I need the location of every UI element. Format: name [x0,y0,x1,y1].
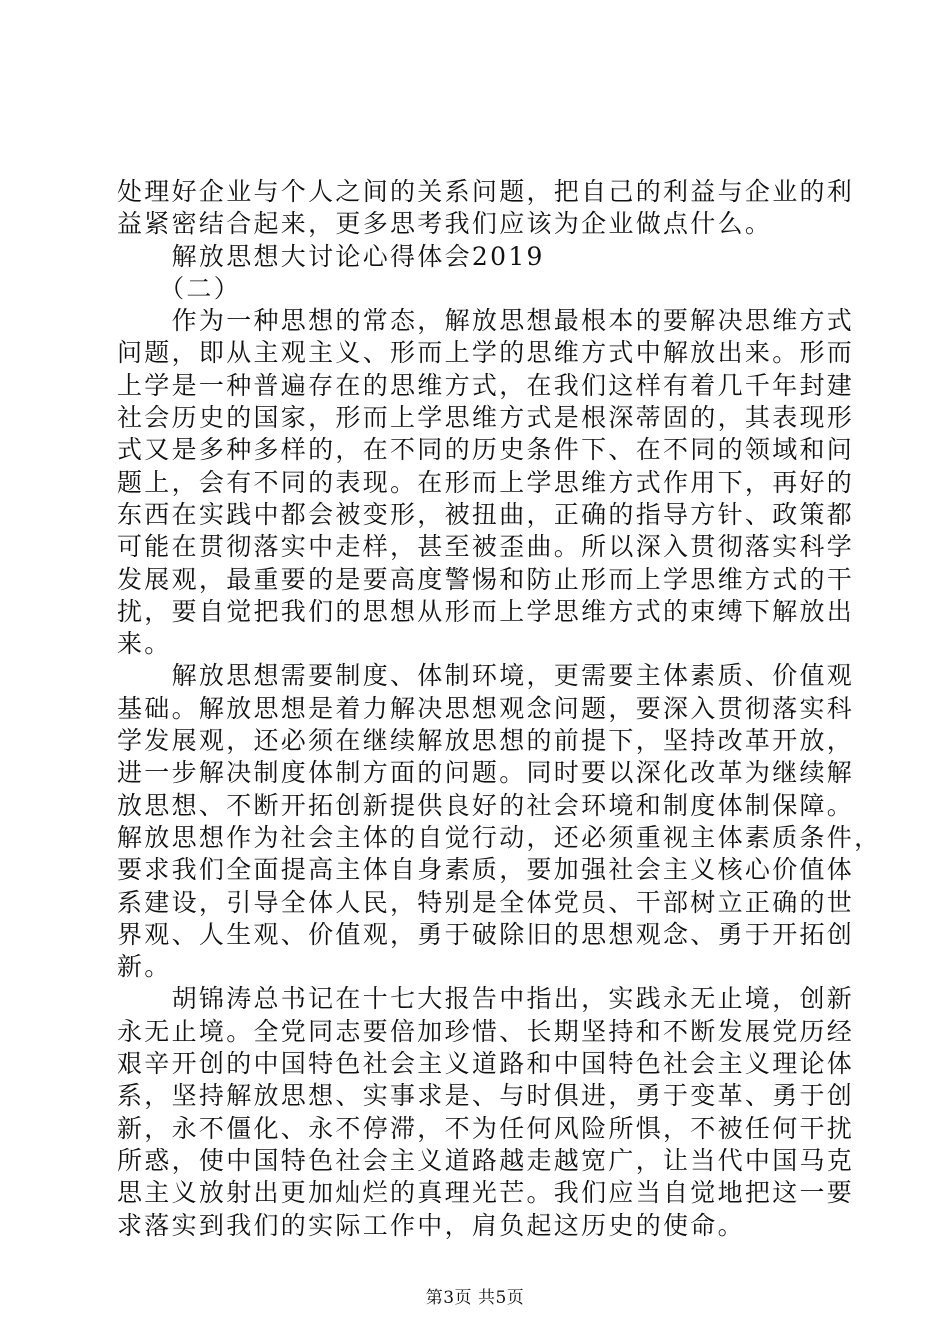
section-subtitle: （二） [117,273,242,303]
text-line: 可能在贯彻落实中走样，甚至被歪曲。所以深入贯彻落实科学 [117,532,855,562]
text-line: 来。 [117,629,172,659]
text-line: 新，永不僵化、永不停滞，不为任何风险所惧，不被任何干扰 [117,1113,855,1143]
page-number: 第3页 共5页 [425,1288,525,1308]
text-line: 扰，要自觉把我们的思想从形而上学思维方式的束缚下解放出 [117,596,855,626]
text-line: 系建设，引导全体人民，特别是全体党员、干部树立正确的世 [117,887,855,917]
text-line: 东西在实践中都会被变形，被扭曲，正确的指导方针、政策都 [117,499,855,529]
text-line: 作为一种思想的常态，解放思想最根本的要解决思维方式 [117,306,855,336]
text-line: 思主义放射出更加灿烂的真理光芒。我们应当自觉地把这一要 [117,1178,855,1208]
document-body [117,176,882,1242]
text-line: 基础。解放思想是着力解决思想观念问题，要深入贯彻落实科 [117,693,855,723]
text-line: 发展观，最重要的是要高度警惕和防止形而上学思维方式的干 [117,564,855,594]
text-line: 新。 [117,952,172,982]
text-line: 艰辛开创的中国特色社会主义道路和中国特色社会主义理论体 [117,1049,855,1079]
text-line: 胡锦涛总书记在十七大报告中指出，实践永无止境，创新 [117,984,855,1014]
text-line: 要求我们全面提高主体自身素质，要加强社会主义核心价值体 [117,855,855,885]
text-line: 益紧密结合起来，更多思考我们应该为企业做点什么。 [117,209,773,239]
text-line: 上学是一种普遍存在的思维方式，在我们这样有着几千年封建 [117,370,855,400]
text-line: 问题，即从主观主义、形而上学的思维方式中解放出来。形而 [117,338,855,368]
text-line: 求落实到我们的实际工作中，肩负起这历史的使命。 [117,1210,745,1240]
text-line: 社会历史的国家，形而上学思维方式是根深蒂固的，其表现形 [117,403,855,433]
text-line: 系，坚持解放思想、实事求是、与时俱进，勇于变革、勇于创 [117,1081,855,1111]
text-line: 解放思想作为社会主体的自觉行动，还必须重视主体素质条件， [117,822,882,852]
text-line: 处理好企业与个人之间的关系问题，把自己的利益与企业的利 [117,177,855,206]
text-line: 学发展观，还必须在继续解放思想的前提下，坚持改革开放， [117,726,855,756]
text-line: 界观、人生观、价值观，勇于破除旧的思想观念、勇于开拓创 [117,919,855,949]
text-line: 放思想、不断开拓创新提供良好的社会环境和制度体制保障。 [117,790,855,820]
text-line: 解放思想需要制度、体制环境，更需要主体素质、价值观 [117,661,855,691]
section-title: 解放思想大讨论心得体会2019 [117,241,545,271]
text-line: 永无止境。全党同志要倍加珍惜、长期坚持和不断发展党历经 [117,1016,855,1046]
text-line: 式又是多种多样的，在不同的历史条件下、在不同的领域和问 [117,435,855,465]
text-line: 题上，会有不同的表现。在形而上学思维方式作用下，再好的 [117,467,855,497]
text-line: 所惑，使中国特色社会主义道路越走越宽广，让当代中国马克 [117,1145,855,1175]
text-line: 进一步解决制度体制方面的问题。同时要以深化改革为继续解 [117,758,855,788]
